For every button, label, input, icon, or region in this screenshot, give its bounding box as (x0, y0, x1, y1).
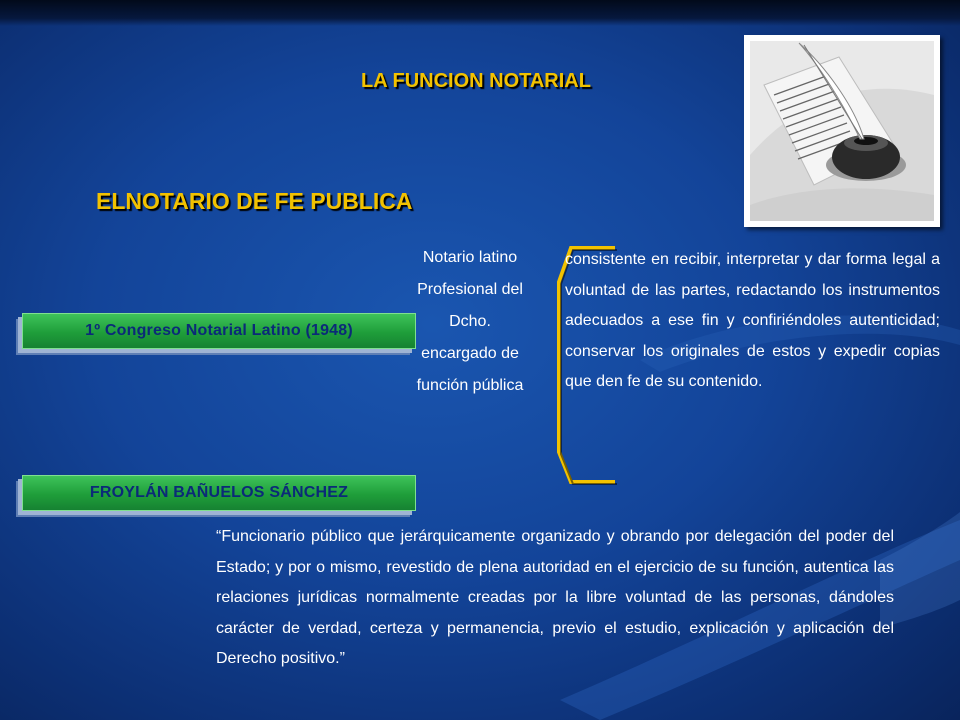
author-quote: “Funcionario público que jerárquicamente organizado y obrando por delegación del poder del Estado; y por o mismo, revestido de plena autoridad en el ejercicio de su función, autentica las relaciones jurídicas normalmente creadas por la libre voluntad de las personas, dándoles carácter de verdad, certeza y permanencia, previo el estudio, explicación y aplicación del Derecho positivo.” (216, 528, 894, 667)
notary-description (392, 242, 548, 402)
notary-line: Dcho. (449, 313, 491, 330)
notary-line: Profesional del (417, 281, 523, 298)
congress-box: 1º Congreso Notarial Latino (1948) (22, 313, 416, 349)
notary-line: encargado de (421, 345, 519, 362)
inkwell-quill-image (744, 35, 940, 227)
notary-line: Notario latino (422, 249, 518, 266)
author-box: FROYLÁN BAÑUELOS SÁNCHEZ (22, 475, 416, 511)
notary-line: función pública (416, 377, 524, 394)
slide-subtitle: ELNOTARIO DE FE PUBLICA (96, 188, 413, 214)
slide-title: LA FUNCION NOTARIAL (361, 70, 591, 92)
notary-definition: consistente en recibir, interpretar y dar forma legal a voluntad de las partes, redactando los instrumentos adecuados a ese fin y confiriéndoles autenticidad; conservar los originales de estos y expedir copias que den fe de su contenido. (565, 251, 940, 391)
